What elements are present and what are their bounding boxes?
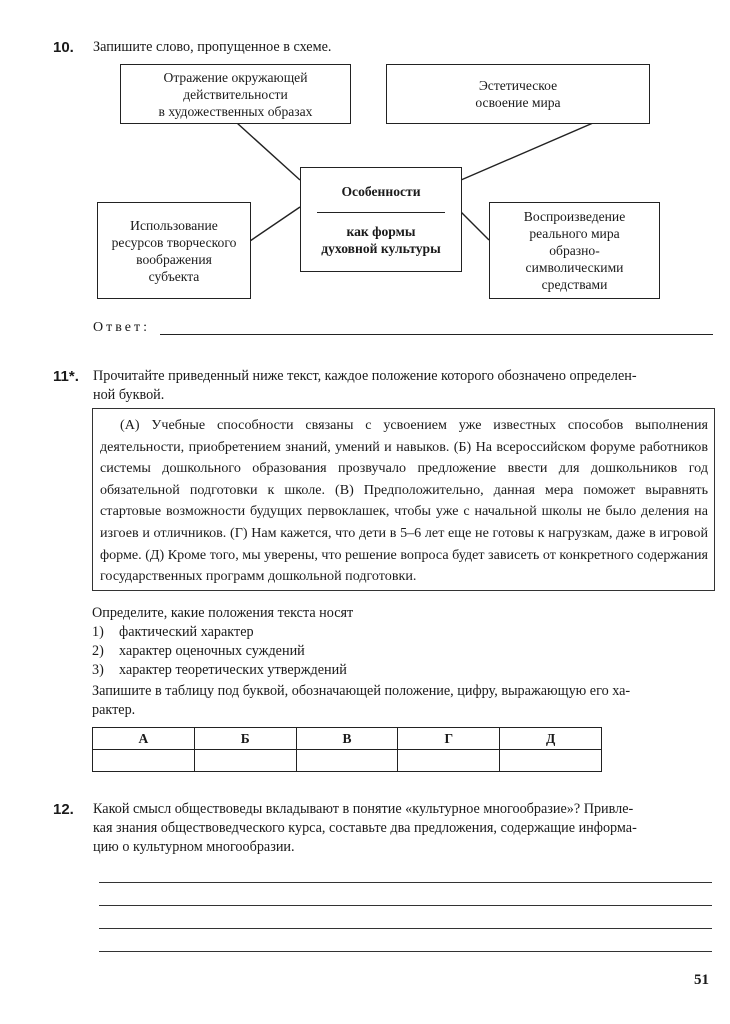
- center-bottom-text: духовной культуры: [321, 240, 441, 256]
- answer-write-line[interactable]: [99, 951, 712, 952]
- answer-write-line[interactable]: [99, 928, 712, 929]
- passage-text: (А) Учебные способности связаны с усвоением уже известных способов выполнения деятельности, приобретением знаний, умений и навыков. (Б) На всероссийском форуме работников системы дошкольного образования прозвучало предложение ввести для дошкольников год обязательной подготовки к школе. (В) Предположительно, данная мера поможет выравнять стартовые возможности будущих первоклашек, чтобы уже с начальной школы не было деления на изгоев и отличников. (Г) Нам кажется, что дети в 5–6 лет еще не готовы к нагрузкам, даже в игровой форме. (Д) Кроме того, мы уверены, что решение вопроса будет зависеть от конкретного содержания государственных программ дошкольной подготовки.: [100, 417, 708, 585]
- missing-word-blank: [317, 212, 445, 213]
- center-top-text: Особенности: [341, 183, 421, 199]
- table-answer-cell[interactable]: [500, 750, 602, 772]
- diagram-box-left: [97, 202, 251, 299]
- question-12-prompt: [93, 800, 718, 857]
- box-line: Отражение окружающей: [163, 69, 308, 85]
- diagram-box-top-left: [120, 64, 351, 124]
- table-answer-cell[interactable]: [296, 750, 398, 772]
- box-line: символическими: [525, 260, 624, 275]
- box-line: Эстетическое: [478, 78, 558, 93]
- option-text: характер теоретических утверждений: [119, 662, 347, 678]
- question-10-prompt: Запишите слово, пропущенное в схеме.: [93, 39, 332, 55]
- prompt-line: ной буквой.: [93, 387, 165, 403]
- instruction-line: Запишите в таблицу под буквой, обозначающей положение, цифру, выражающую его ха-: [92, 683, 631, 699]
- option-number: 2): [92, 643, 104, 659]
- answer-write-line[interactable]: [99, 905, 712, 906]
- question-11-prompt: [93, 367, 718, 405]
- prompt-line: кая знания обществоведческого курса, составьте два предложения, содержащие информа-: [93, 820, 637, 836]
- answer-table-header-row: [93, 728, 602, 750]
- table-answer-cell[interactable]: [398, 750, 500, 772]
- prompt-line: цию о культурном многообразии.: [93, 839, 295, 855]
- answer-write-line[interactable]: [99, 882, 712, 883]
- box-line: действительности: [183, 86, 288, 102]
- determine-text: Определите, какие положения текста носят: [92, 605, 354, 621]
- option-text: фактический характер: [119, 624, 254, 640]
- option-number: 3): [92, 662, 104, 678]
- option-2: [92, 642, 722, 661]
- prompt-line: Прочитайте приведенный ниже текст, каждое положение которого обозначено определен-: [93, 368, 637, 384]
- connector-top-left: [237, 123, 300, 180]
- box-line: освоение мира: [475, 95, 561, 110]
- answer-table: [92, 727, 602, 772]
- table-header-cell: В: [296, 728, 398, 750]
- box-line: ресурсов творческого: [111, 234, 237, 250]
- diagram-box-top-right: [386, 64, 650, 124]
- box-line: реального мира: [529, 226, 620, 241]
- question-11-number: 11*.: [53, 368, 79, 385]
- table-header-cell: Д: [500, 728, 602, 750]
- diagram-box-right: [489, 202, 660, 299]
- box-line: субъекта: [148, 268, 200, 284]
- box-line: Воспроизведение: [523, 209, 626, 224]
- option-number: 1): [92, 624, 104, 640]
- center-bottom-text: как формы: [346, 223, 416, 239]
- table-answer-cell[interactable]: [93, 750, 195, 772]
- answer-table-value-row: [93, 750, 602, 772]
- question-10-number: 10.: [53, 39, 74, 56]
- instruction-line: рактер.: [92, 702, 136, 718]
- answer-label: Ответ:: [93, 320, 150, 335]
- question-11-instructions: [92, 604, 722, 720]
- box-line: в художественных образах: [158, 103, 313, 119]
- box-line: воображения: [136, 251, 212, 267]
- table-answer-cell[interactable]: [194, 750, 296, 772]
- box-line: образно-: [549, 243, 600, 258]
- table-header-cell: Г: [398, 728, 500, 750]
- option-3: [92, 661, 722, 680]
- connector-top-right: [461, 123, 593, 180]
- passage-box: [92, 408, 715, 591]
- option-1: [92, 623, 722, 642]
- connector-left: [250, 207, 300, 241]
- answer-input-line[interactable]: [160, 334, 713, 335]
- page-number: 51: [694, 972, 709, 988]
- connector-right: [461, 212, 489, 240]
- option-text: характер оценочных суждений: [119, 643, 305, 659]
- diagram-box-center: [300, 167, 462, 272]
- box-line: средствами: [541, 277, 608, 292]
- question-12-number: 12.: [53, 801, 74, 818]
- table-header-cell: Б: [194, 728, 296, 750]
- table-header-cell: А: [93, 728, 195, 750]
- box-line: Использование: [130, 217, 218, 233]
- prompt-line: Какой смысл обществоведы вкладывают в понятие «культурное многообразие»? Привле-: [93, 801, 634, 817]
